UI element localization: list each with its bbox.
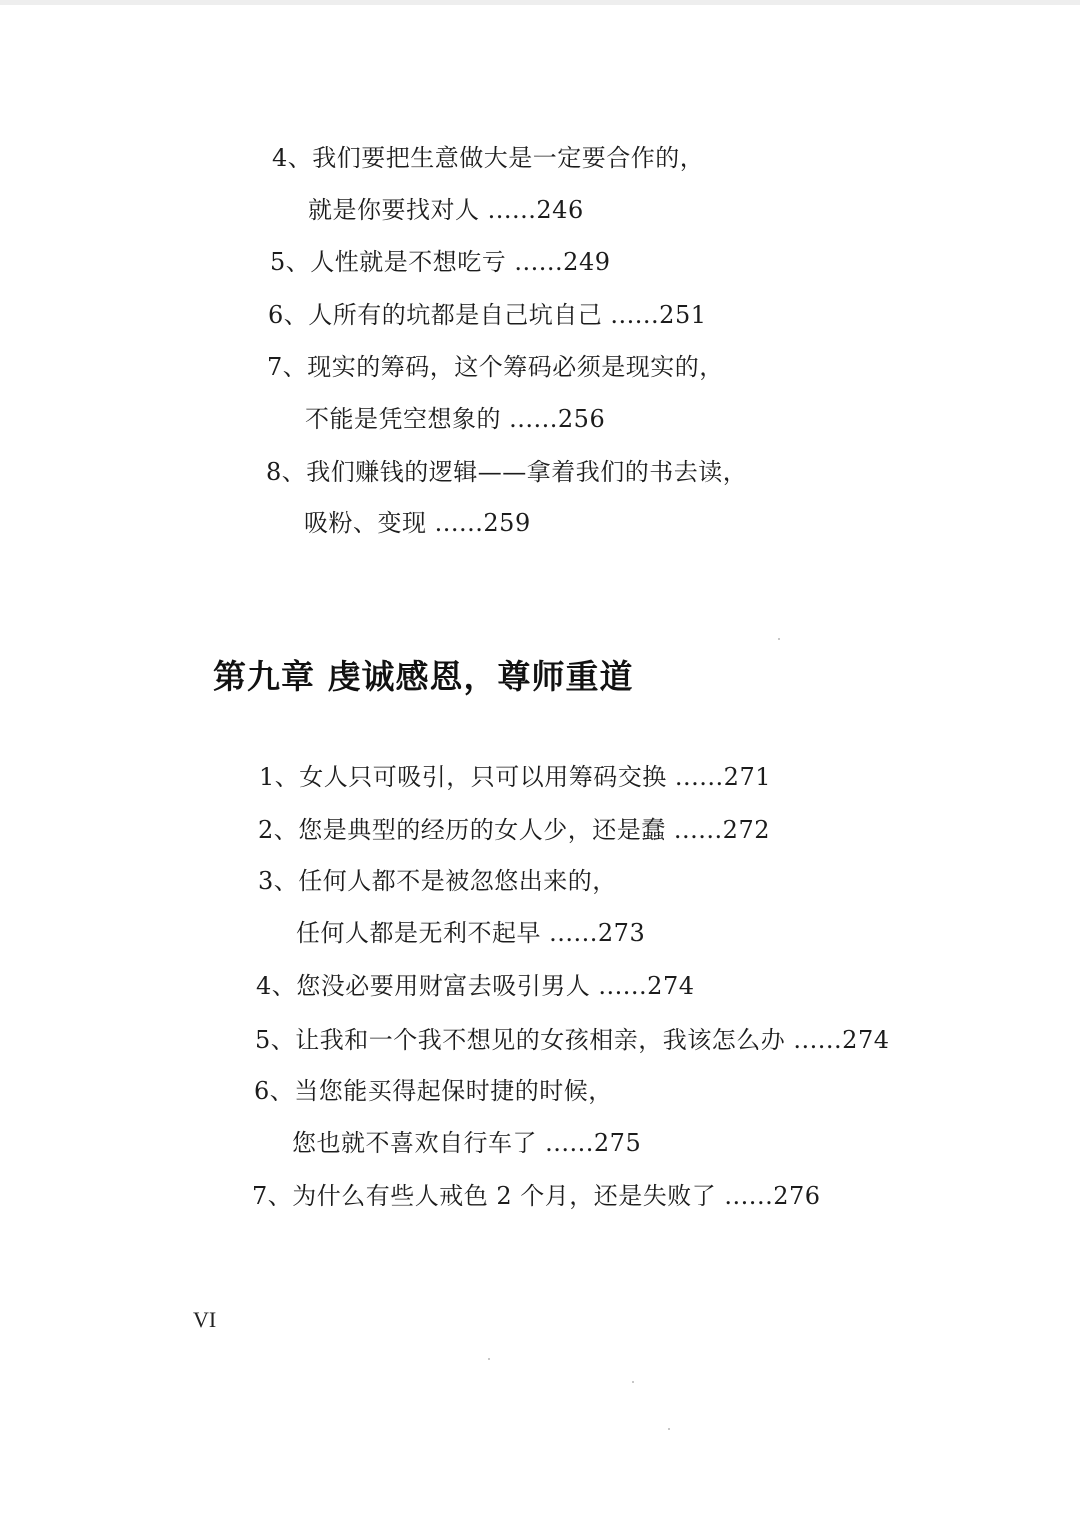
- toc-entry-6-continuation: 您也就不喜欢自行车了 ......275: [292, 1129, 642, 1157]
- toc-entry-8: 8、我们赚钱的逻辑——拿着我们的书去读，: [266, 458, 748, 486]
- toc-entry-3-continuation: 任何人都是无利不起早 ......273: [296, 919, 646, 947]
- toc-entry-2: 2、您是典型的经历的女人少，还是蠢 ......272: [258, 816, 770, 844]
- toc-entry-1: 1、女人只可吸引，只可以用筹码交换 ......271: [259, 763, 771, 791]
- toc-entry-5: 5、让我和一个我不想见的女孩相亲，我该怎么办 ......274: [255, 1026, 890, 1054]
- toc-entry-7: 7、为什么有些人戒色 2 个月，还是失败了 ......276: [252, 1182, 821, 1210]
- toc-entry-8-continuation: 吸粉、变现 ......259: [304, 509, 531, 537]
- scan-speck: [632, 1381, 634, 1383]
- toc-entry-4: 4、我们要把生意做大是一定要合作的，: [272, 144, 705, 172]
- toc-entry-6: 6、当您能买得起保时捷的时候，: [254, 1077, 613, 1105]
- scan-speck: [778, 638, 780, 640]
- scan-speck: [488, 1358, 490, 1360]
- toc-entry-6: 6、人所有的坑都是自己坑自己 ......251: [268, 301, 707, 329]
- toc-entry-4: 4、您没必要用财富去吸引男人 ......274: [256, 972, 695, 1000]
- page-top-edge: [0, 0, 1080, 5]
- scan-speck: [668, 1428, 670, 1430]
- toc-entry-3: 3、任何人都不是被忽悠出来的，: [258, 867, 617, 895]
- page-number: VI: [193, 1307, 217, 1332]
- toc-entry-4-continuation: 就是你要找对人 ......246: [308, 196, 584, 224]
- toc-entry-5: 5、人性就是不想吃亏 ......249: [270, 248, 611, 276]
- toc-entry-7-continuation: 不能是凭空想象的 ......256: [305, 405, 606, 433]
- toc-entry-7: 7、现实的筹码，这个筹码必须是现实的，: [267, 353, 724, 381]
- chapter-title: 第九章 虔诚感恩，尊师重道: [213, 657, 634, 696]
